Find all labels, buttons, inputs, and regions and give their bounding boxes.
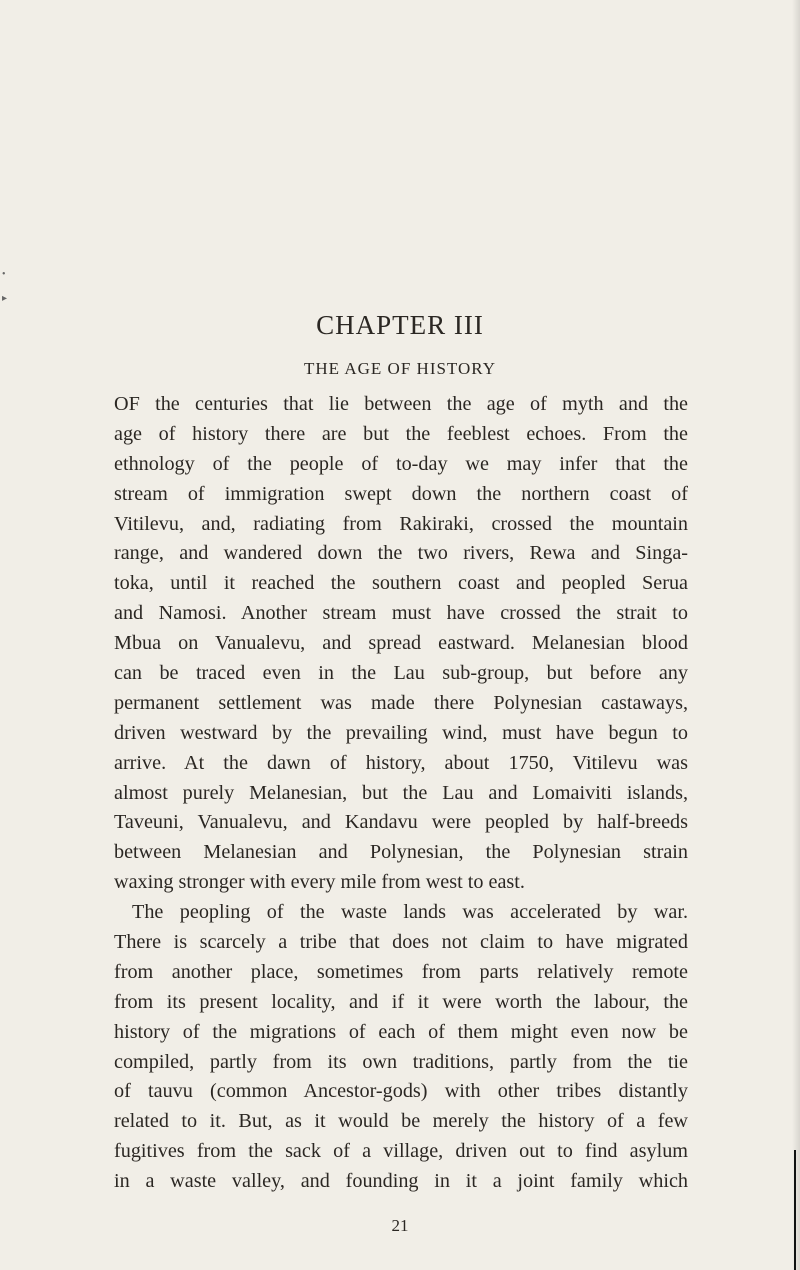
text-line: history of the migrations of each of them might even now be [114, 1020, 688, 1043]
margin-speck: • [2, 269, 6, 280]
text-line: Vitilevu, and, radiating from Rakiraki, crossed the mountain [114, 512, 688, 535]
text-line: permanent settlement was made there Polynesian castaways, [114, 691, 688, 714]
text-line: in a waste valley, and founding in it a joint family which [114, 1170, 688, 1193]
text-line: age of history there are but the feeblest echoes. From the [114, 422, 688, 445]
text-line: range, and wandered down the two rivers, Rewa and Singa- [114, 542, 688, 565]
binding-edge-line [794, 1150, 796, 1270]
text-line: can be traced even in the Lau sub-group, but before any [114, 662, 688, 685]
text-line: from its present locality, and if it were worth the labour, the [114, 990, 688, 1013]
text-line: related to it. But, as it would be merely the history of a few [114, 1110, 688, 1133]
text-line: driven westward by the prevailing wind, must have begun to [114, 721, 688, 744]
text-line: and Namosi. Another stream must have crossed the strait to [114, 602, 688, 625]
body-text [114, 390, 688, 1197]
text-line: ethnology of the people of to-day we may infer that the [114, 452, 688, 475]
text-line: from another place, sometimes from parts relatively remote [114, 960, 688, 983]
text-line: compiled, partly from its own traditions, partly from the tie [114, 1050, 688, 1073]
text-line: of tauvu (common Ancestor-gods) with other tribes distantly [114, 1080, 688, 1103]
page-edge-shadow [792, 0, 800, 1270]
text-line: stream of immigration swept down the northern coast of [114, 482, 688, 505]
text-line: The peopling of the waste lands was accelerated by war. [132, 901, 688, 924]
text-line: toka, until it reached the southern coast and peopled Serua [114, 572, 688, 595]
text-line: almost purely Melanesian, but the Lau and Lomaiviti islands, [114, 781, 688, 804]
text-line: arrive. At the dawn of history, about 1750, Vitilevu was [114, 751, 688, 774]
chapter-heading: CHAPTER III [316, 310, 484, 340]
text-line: fugitives from the sack of a village, driven out to find asylum [114, 1140, 688, 1163]
margin-speck: ▸ [2, 293, 8, 304]
chapter-subtitle: THE AGE OF HISTORY [304, 359, 496, 378]
text-line: waxing stronger with every mile from west to east. [114, 871, 525, 894]
page-number: 21 [391, 1216, 409, 1235]
text-line: There is scarcely a tribe that does not claim to have migrated [114, 931, 688, 954]
text-line: Mbua on Vanualevu, and spread eastward. Melanesian blood [114, 632, 688, 655]
text-line: Taveuni, Vanualevu, and Kandavu were peopled by half-breeds [114, 811, 688, 834]
text-line: OF the centuries that lie between the age of myth and the [114, 393, 688, 415]
text-line: between Melanesian and Polynesian, the Polynesian strain [114, 841, 688, 864]
